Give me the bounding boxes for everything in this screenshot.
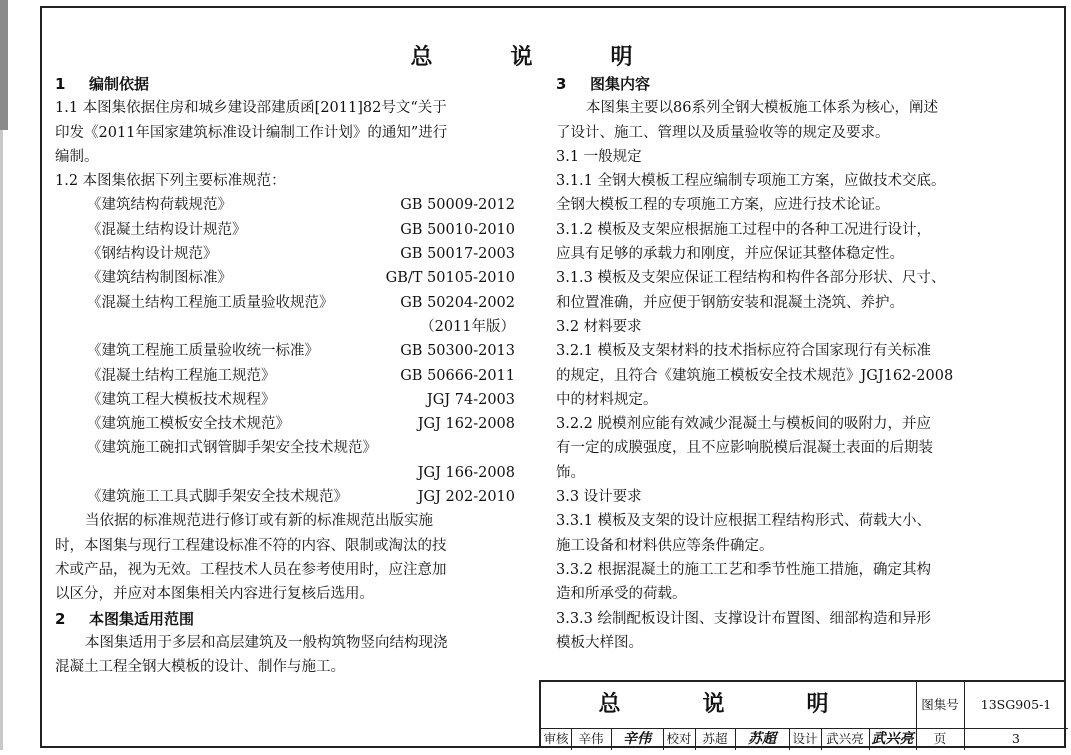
text-line: 3.2 材料要求 [556,318,642,335]
text-line: 有一定的成膜强度，且不应影响脱模后混凝土表面的后期装 [556,440,933,457]
text-line: 3.1.2 模板及支架应根据施工过程中的各种工况进行设计， [556,221,932,238]
text-line: 时，本图集与现行工程建设标准不符的内容、限制或淘汰的技 [55,537,447,554]
designer-name: 武兴亮 [821,728,870,750]
text-line: 3.1 一般规定 [556,148,642,165]
text-line: 1.2 本图集依据下列主要标准规范： [55,173,286,190]
standard-row: 《建筑施工模板安全技术规范》 JGJ 162-2008 [87,416,515,433]
text-line: 应具有足够的承载力和刚度，并应保证其整体稳定性。 [556,246,904,263]
text-line: 本图集主要以86系列全钢大模板施工体系为核心，阐述 [586,100,938,117]
standard-row: 《混凝土结构设计规范》 GB 50010-2010 [87,221,515,238]
atlas-number-label: 图集号 [916,682,965,728]
text-line: 造和所承受的荷载。 [556,586,687,603]
section-3-heading: 3 图集内容 [556,75,651,93]
text-line: 的规定，且符合《建筑施工模板安全技术规范》JGJ162-2008 [556,367,954,384]
designer-signature: 武兴亮 [869,728,917,750]
text-line: 本图集适用于多层和高层建筑及一般构筑物竖向结构现浇 [85,634,448,651]
text-line: 3.3.3 绘制配板设计图、支撑设计布置图、细部构造和异形 [556,610,932,627]
left-column [55,72,515,679]
text-line: 1.1 本图集依据住房和城乡建设部建质函[2011]82号文“关于 [55,100,447,117]
standard-row: 《建筑结构制图标准》 GB/T 50105-2010 [87,270,515,287]
right-column [556,72,1008,655]
text-line: 3.2.1 模板及支架材料的技术指标应符合国家现行有关标准 [556,343,932,360]
section-1-heading: 1 编制依据 [55,75,150,93]
section-2-heading: 2 本图集适用范围 [55,609,195,628]
text-line: 模板大样图。 [556,634,643,651]
text-line: 混凝土工程全钢大模板的设计、制作与施工。 [55,659,345,676]
text-line: 印发《2011年国家建筑标准设计编制工作计划》的通知”进行 [55,124,448,141]
atlas-number: 13SG905-1 [980,697,1052,712]
standard-code-long: JGJ 166-2008 [417,464,515,481]
review-label: 审核 [541,728,572,750]
check-label: 校对 [663,728,696,750]
text-line: 3.3.1 模板及支架的设计应根据工程结构形式、荷载大小、 [556,513,932,530]
title-block-row-2 [541,728,1068,750]
reviewer-name: 辛伟 [571,728,612,750]
text-line: 全钢大模板工程的专项施工方案，应进行技术论证。 [556,197,890,214]
text-line: 和位置准确，并应便于钢筋安装和混凝土浇筑、养护。 [556,294,904,311]
standard-row: 《钢结构设计规范》 GB 50017-2003 [87,246,515,263]
standard-edition-note: （2011年版） [420,318,515,335]
page-number: 3 [1012,731,1020,746]
page-label: 页 [916,728,965,750]
scan-edge-light [0,130,3,750]
text-line: 中的材料规定。 [556,391,658,408]
page-title: 总 说 明 [410,45,661,70]
checker-signature: 苏超 [735,728,790,750]
design-label: 设计 [789,728,822,750]
title-block-row-1 [541,682,1068,729]
text-line: 了设计、施工、管理以及质量验收等的规定及要求。 [556,124,890,141]
text-line: 3.3.2 根据混凝土的施工工艺和季节性施工措施，确定其构 [556,561,932,578]
text-line: 编制。 [55,148,99,165]
reviewer-signature: 辛伟 [611,728,664,750]
title-block-title: 总 说 明 [541,682,917,728]
text-line: 饰。 [556,464,585,481]
text-line: 术或产品，视为无效。工程技术人员在参考使用时，应注意加 [55,561,447,578]
text-line: 施工设备和材料供应等条件确定。 [556,537,774,554]
right-column-lines [556,96,1008,655]
text-line: 3.2.2 脱模剂应能有效减少混凝土与模板间的吸附力，并应 [556,416,932,433]
text-line: 3.1.1 全钢大模板工程应编制专项施工方案，应做技术交底。 [556,173,946,190]
checker-name: 苏超 [695,728,736,750]
standard-row: 《混凝土结构工程施工规范》 GB 50666-2011 [87,367,515,384]
standard-row: 《建筑工程大模板技术规程》 JGJ 74-2003 [87,391,515,408]
text-line: 3.1.3 模板及支架应保证工程结构和构件各部分形状、尺寸、 [556,270,946,287]
title-block [539,680,1066,748]
text-line: 当依据的标准规范进行修订或有新的标准规范出版实施 [85,513,433,530]
text-line: 以区分，并应对本图集相关内容进行复核后选用。 [55,586,374,603]
standard-row: 《混凝土结构工程施工质量验收规范》 GB 50204-2002 [87,294,515,311]
standard-row: 《建筑工程施工质量验收统一标准》 GB 50300-2013 [87,343,515,360]
standard-name-long: 《建筑施工碗扣式钢管脚手架安全技术规范》 [87,440,377,457]
standard-row: 《建筑施工工具式脚手架安全技术规范》 JGJ 202-2010 [87,489,515,506]
text-line: 3.3 设计要求 [556,489,642,506]
standard-row: 《建筑结构荷载规范》 GB 50009-2012 [87,197,515,214]
